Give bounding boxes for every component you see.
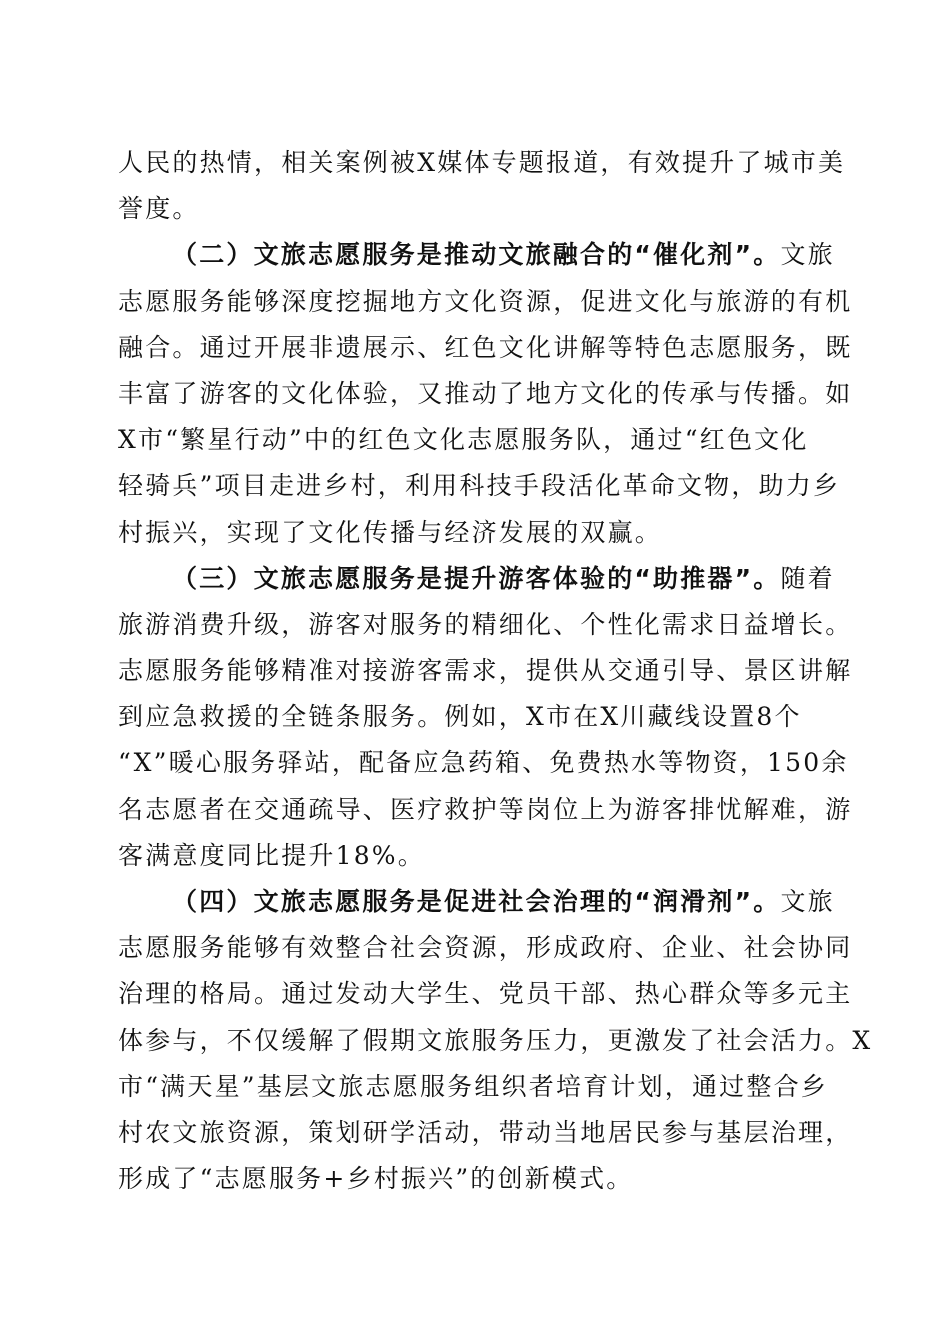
- paragraph-1-line-2: 誉度。: [118, 194, 200, 224]
- paragraph-2-line-7: 村振兴，实现了文化传播与经济发展的双赢。: [118, 517, 663, 547]
- paragraph-4-line-6: 村农文旅资源，策划研学活动，带动当地居民参与基层治理，: [118, 1117, 853, 1147]
- paragraph-2-line-4: 丰富了游客的文化体验，又推动了地方文化的传承与传播。如: [118, 378, 853, 408]
- paragraph-2-line-1: [118, 232, 834, 278]
- paragraph-4-line-4: 体参与，不仅缓解了假期文旅服务压力，更激发了社会活力。X: [118, 1025, 873, 1055]
- paragraph-3-heading: （三）文旅志愿服务是提升游客体验的“助推器”。: [172, 563, 781, 593]
- paragraph-4-line-7: 形成了“志愿服务+乡村振兴”的创新模式。: [118, 1164, 634, 1194]
- paragraph-4-heading: （四）文旅志愿服务是促进社会治理的“润滑剂”。: [172, 887, 781, 916]
- paragraph-4-line-5: 市“满天星”基层文旅志愿服务组织者培育计划，通过整合乡: [118, 1071, 828, 1101]
- paragraph-2-heading: （二）文旅志愿服务是推动文旅融合的“催化剂”。: [172, 240, 781, 270]
- paragraph-4-first-text: 文旅: [780, 887, 835, 916]
- paragraph-3-line-2: 旅游消费升级，游客对服务的精细化、个性化需求日益增长。: [118, 609, 853, 639]
- body-text: [118, 140, 873, 1202]
- paragraph-4-line-3: 治理的格局。通过发动大学生、党员干部、热心群众等多元主: [118, 979, 853, 1009]
- paragraph-3-line-6: 名志愿者在交通疏导、医疗救护等岗位上为游客排忧解难，游: [118, 794, 853, 824]
- paragraph-1-line-1: 人民的热情，相关案例被X媒体专题报道，有效提升了城市美: [118, 148, 846, 177]
- paragraph-4-line-1: [118, 879, 834, 925]
- paragraph-2-first-text: 文旅: [780, 240, 835, 270]
- paragraph-2-line-5: X市“繁星行动”中的红色文化志愿服务队，通过“红色文化: [118, 425, 809, 455]
- paragraph-3-line-3: 志愿服务能够精准对接游客需求，提供从交通引导、景区讲解: [118, 656, 853, 686]
- paragraph-4-line-2: 志愿服务能够有效整合社会资源，形成政府、企业、社会协同: [118, 933, 853, 963]
- paragraph-2-line-2: 志愿服务能够深度挖掘地方文化资源，促进文化与旅游的有机: [118, 286, 853, 316]
- paragraph-2-line-6: 轻骑兵”项目走进乡村，利用科技手段活化革命文物，助力乡: [118, 471, 841, 501]
- paragraph-3-first-text: 随着: [780, 563, 835, 593]
- paragraph-2-line-3: 融合。通过开展非遗展示、红色文化讲解等特色志愿服务，既: [118, 332, 853, 362]
- paragraph-3-line-7: 客满意度同比提升18%。: [118, 840, 425, 870]
- paragraph-3-line-4: 到应急救援的全链条服务。例如，X市在X川藏线设置8个: [118, 702, 802, 732]
- paragraph-3-line-1: [118, 556, 834, 602]
- paragraph-3-line-5: “X”暖心服务驿站，配备应急药箱、免费热水等物资，150余: [118, 748, 849, 778]
